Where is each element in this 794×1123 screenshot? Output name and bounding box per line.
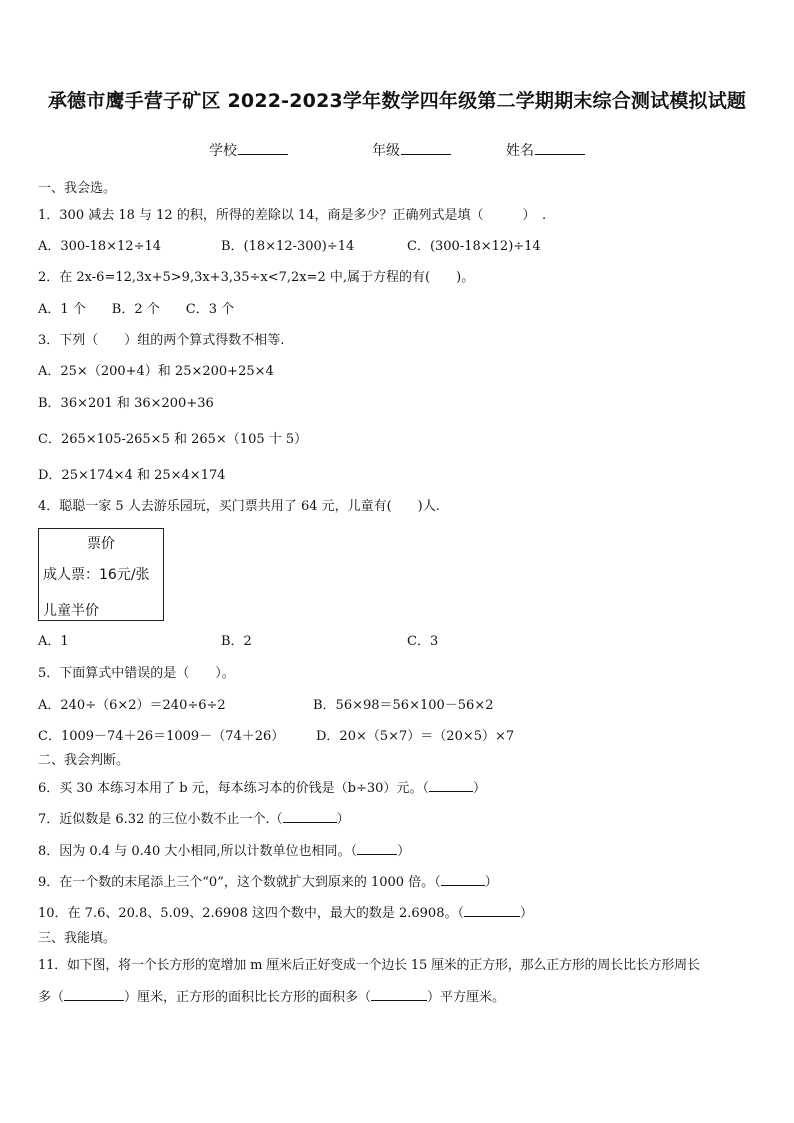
section-heading-fill: 三、我能填。	[38, 931, 117, 946]
ticket-child-price: 儿童半价	[43, 603, 99, 619]
question-3: 3．下列（ ）组的两个算式得数不相等.	[38, 333, 285, 348]
page-title: 承德市鹰手营子矿区 2022-2023学年数学四年级第二学期期末综合测试模拟试题	[47, 90, 747, 112]
question-5: 5．下面算式中错误的是（ ）。	[38, 666, 235, 681]
question-10: 10．在 7.6、20.8、5.09、2.6908 这四个数中，最大的数是 2.6908。（ ）	[38, 906, 534, 921]
name-field	[506, 140, 585, 160]
q1-option-b: B．(18×12-300)÷14	[221, 239, 355, 254]
ticket-price-box	[38, 528, 164, 621]
question-7-text: 7．近似数是 6.32 的三位小数不止一个.	[38, 812, 270, 827]
q5-option-a: A．240÷（6×2）＝240÷6÷2	[38, 698, 226, 713]
q11-blank-2[interactable]	[371, 988, 427, 1001]
q11-text-c: ）平方厘米。	[427, 990, 506, 1005]
question-10-text: 10．在 7.6、20.8、5.09、2.6908 这四个数中，最大的数是 2.6908。	[38, 906, 458, 921]
question-1: 1．300 减去 18 与 12 的积，所得的差除以 14，商是多少？正确列式是填（ ） .	[38, 208, 547, 223]
grade-label: 年级	[372, 143, 400, 159]
section-heading-judge: 二、我会判断。	[38, 753, 130, 768]
q9-answer-blank[interactable]	[441, 873, 485, 886]
q5-option-c: C．1009－74＋26＝1009－（74＋26）	[38, 729, 285, 744]
q5-option-b: B．56×98＝56×100－56×2	[313, 698, 494, 713]
question-9: 9．在一个数的末尾添上三个“0”，这个数就扩大到原来的 1000 倍。（ ）	[38, 875, 498, 890]
q7-answer-blank[interactable]	[283, 810, 337, 823]
q4-option-b: B．2	[221, 634, 252, 649]
ticket-title: 票价	[87, 536, 115, 552]
name-blank	[535, 142, 585, 155]
q6-answer-blank[interactable]	[429, 779, 473, 792]
q3-option-d: D．25×174×4 和 25×4×174	[38, 468, 226, 483]
grade-blank	[401, 142, 451, 155]
grade-field	[372, 140, 451, 160]
q10-answer-blank[interactable]	[464, 904, 520, 917]
q1-option-a: A．300-18×12÷14	[38, 239, 162, 254]
q8-answer-blank[interactable]	[357, 842, 397, 855]
name-label: 姓名	[506, 143, 534, 159]
school-label: 学校	[209, 143, 237, 159]
question-11-line-1: 11．如下图，将一个长方形的宽增加 m 厘米后正好变成一个边长 15 厘米的正方形，那么正方形的周长比长方形周长	[38, 958, 700, 973]
q3-option-c: C．265×105-265×5 和 265×（105 十 5）	[38, 432, 308, 447]
question-7: 7．近似数是 6.32 的三位小数不止一个.（ ）	[38, 812, 350, 827]
question-9-text: 9．在一个数的末尾添上三个“0”，这个数就扩大到原来的 1000 倍。	[38, 875, 435, 890]
question-6: 6．买 30 本练习本用了 b 元，每本练习本的价钱是（b÷30）元。（ ）	[38, 781, 486, 796]
q1-option-c: C．(300-18×12)÷14	[407, 239, 541, 254]
q4-option-a: A．1	[38, 634, 69, 649]
q5-option-d: D．20×（5×7）＝（20×5）×7	[316, 729, 515, 744]
question-6-text: 6．买 30 本练习本用了 b 元，每本练习本的价钱是（b÷30）元。	[38, 781, 423, 796]
q11-blank-1[interactable]	[64, 988, 124, 1001]
question-2: 2．在 2x-6=12,3x+5>9,3x+3,35÷x<7,2x=2 中,属于方程的有( )。	[38, 270, 475, 285]
q2-options: A．1 个 B．2 个 C．3 个	[38, 302, 235, 317]
school-blank	[238, 142, 288, 155]
section-heading-choice: 一、我会选。	[38, 181, 117, 196]
school-field	[209, 140, 288, 160]
question-11-line-2	[38, 988, 505, 1007]
question-8-text: 8．因为 0.4 与 0.40 大小相同,所以计数单位也相同。	[38, 844, 351, 859]
q3-option-b: B．36×201 和 36×200+36	[38, 396, 214, 411]
q11-text-a: 多（	[38, 990, 65, 1005]
ticket-adult-price: 成人票：16元/张	[43, 567, 150, 583]
question-4: 4．聪聪一家 5 人去游乐园玩，买门票共用了 64 元，儿童有( )人.	[38, 499, 440, 514]
q11-text-b: ）厘米，正方形的面积比长方形的面积多（	[124, 990, 372, 1005]
question-8: 8．因为 0.4 与 0.40 大小相同,所以计数单位也相同。（ ）	[38, 844, 411, 859]
q4-option-c: C．3	[407, 634, 439, 649]
q3-option-a: A．25×（200+4）和 25×200+25×4	[38, 364, 274, 379]
